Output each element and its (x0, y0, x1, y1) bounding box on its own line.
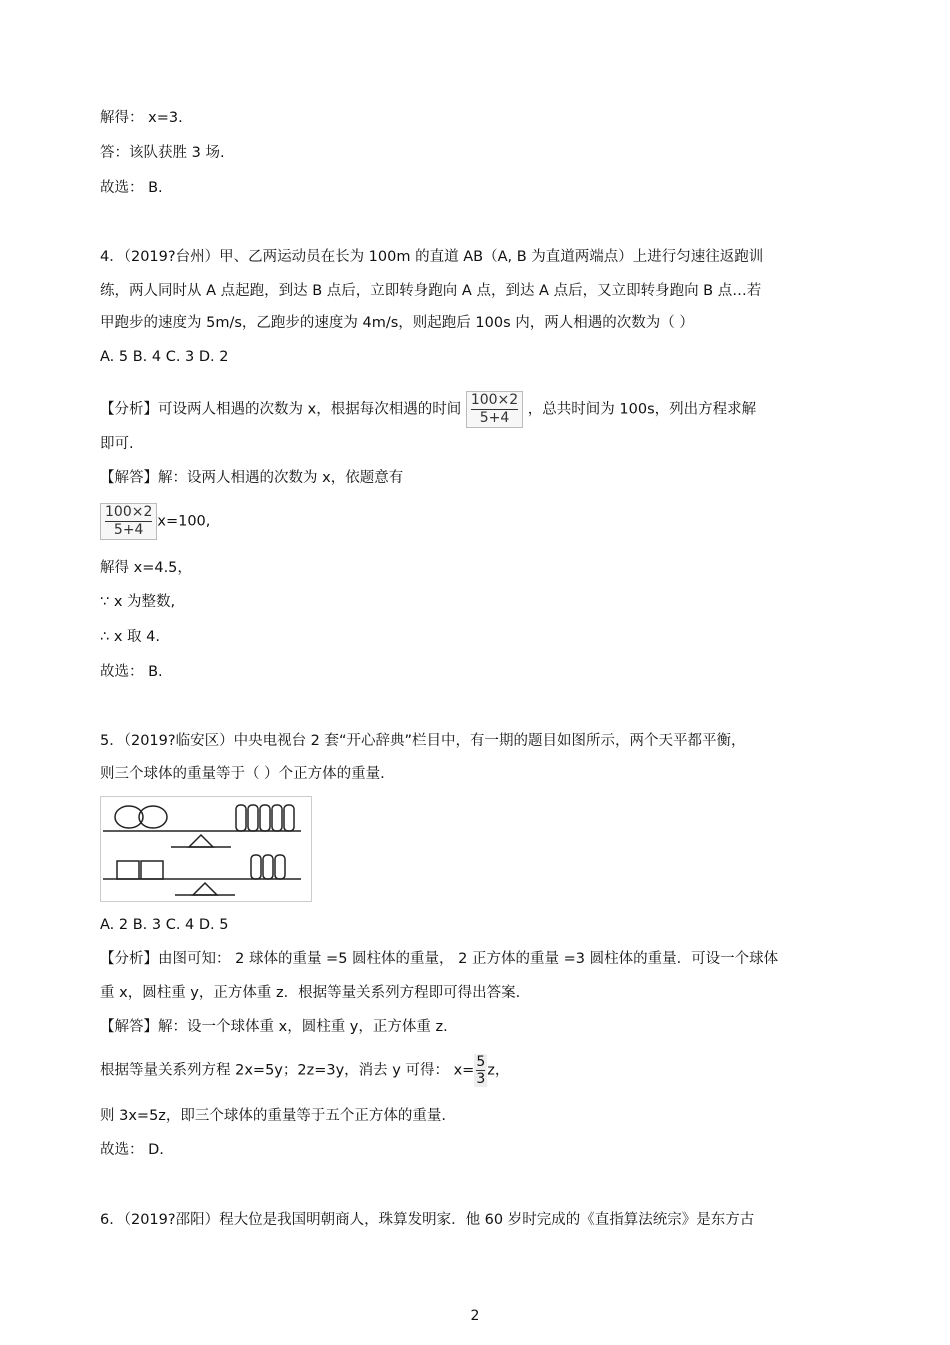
cube (117, 861, 139, 879)
question-5-line: 则三个球体的重量等于（ ）个正方体的重量. (100, 766, 385, 782)
page-number: 2 (470, 1308, 480, 1324)
analysis-line (100, 391, 756, 428)
question-4-line: 4．（2019?台州）甲、乙两运动员在长为 100m 的直道 AB（A, B 为直道两端点）上进行匀速往返跑训 (100, 249, 764, 265)
text-line: 答：该队获胜 3 场. (100, 145, 225, 161)
solution-equation (100, 1054, 509, 1087)
solution-equation (100, 503, 210, 540)
cylinder (275, 855, 285, 879)
question-4-options: A. 5 B. 4 C. 3 D. 2 (100, 349, 229, 365)
cylinder (272, 805, 282, 831)
cylinder (251, 855, 261, 879)
question-5-options: A. 2 B. 3 C. 4 D. 5 (100, 917, 229, 933)
fraction-meeting-time (100, 503, 157, 540)
question-6-line: 6．（2019?邵阳）程大位是我国明朝商人，珠算发明家．他 60 岁时完成的《直指算法统宗》是东方古 (100, 1212, 755, 1228)
analysis-text: 【分析】可设两人相遇的次数为 x，根据每次相遇的时间 (100, 401, 462, 418)
cylinder (236, 805, 246, 831)
equation-text: 根据等量关系列方程 2x=5y；2z=3y，消去 y 可得： x= (100, 1062, 475, 1079)
fraction-numerator: 5 (476, 1054, 486, 1070)
solution-line: ∴ x 取 4. (100, 629, 160, 645)
equation-text: x=100, (157, 513, 211, 530)
fraction-denominator: 3 (476, 1071, 486, 1087)
solution-line: 故选： B. (100, 664, 163, 680)
balance-fulcrum (189, 835, 213, 847)
solution-line: 【解答】解：设一个球体重 x，圆柱重 y，正方体重 z. (100, 1019, 448, 1035)
cube (141, 861, 163, 879)
solution-line: ∵ x 为整数, (100, 594, 176, 610)
text-line: 故选： B. (100, 180, 163, 196)
cylinder (263, 855, 273, 879)
equation-text: z， (487, 1062, 510, 1079)
analysis-text: ，总共时间为 100s，列出方程求解 (527, 401, 757, 418)
fraction-denominator: 5+4 (113, 522, 144, 538)
question-5-line: 5．（2019?临安区）中央电视台 2 套“开心辞典”栏目中，有一期的题目如图所示，两个天平都平衡， (100, 733, 746, 749)
fraction-numerator: 100×2 (470, 392, 519, 408)
fraction-numerator: 100×2 (105, 504, 153, 520)
solution-line: 故选： D. (100, 1142, 164, 1158)
solution-line: 【解答】解：设两人相遇的次数为 x，依题意有 (100, 470, 404, 486)
cylinder (284, 805, 294, 831)
solution-line: 则 3x=5z，即三个球体的重量等于五个正方体的重量. (100, 1108, 447, 1124)
analysis-line: 重 x，圆柱重 y，正方体重 z．根据等量关系列方程即可得出答案. (100, 985, 521, 1001)
analysis-line: 即可. (100, 436, 134, 452)
cylinder (260, 805, 270, 831)
solution-line: 解得 x=4.5， (100, 560, 192, 576)
text-line: 解得： x=3. (100, 110, 183, 126)
balance-fulcrum (193, 883, 217, 895)
balance-scales-figure (100, 796, 312, 902)
question-4-line: 甲跑步的速度为 5m/s，乙跑步的速度为 4m/s，则起跑后 100s 内，两人相遇的次数为（ ） (100, 315, 694, 331)
cylinder (248, 805, 258, 831)
fraction-five-thirds (474, 1054, 487, 1087)
fraction-meeting-time (466, 391, 523, 428)
analysis-line: 【分析】由图可知： 2 球体的重量 =5 圆柱体的重量， 2 正方体的重量 =3 圆柱体的重量．可设一个球体 (100, 951, 779, 967)
fraction-denominator: 5+4 (479, 410, 510, 426)
question-4-line: 练，两人同时从 A 点起跑，到达 B 点后，立即转身跑向 A 点，到达 A 点后，又立即转身跑向 B 点…若 (100, 283, 762, 299)
